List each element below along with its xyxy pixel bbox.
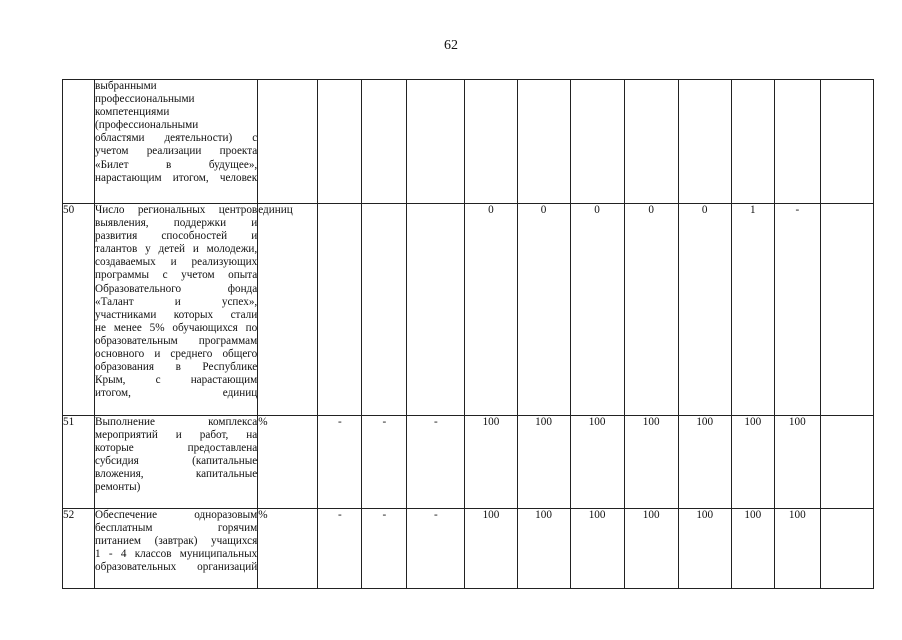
- description-line: итогом, единиц: [95, 387, 258, 400]
- indicator-description-cell: [95, 509, 258, 589]
- value-cell: 0: [678, 204, 731, 416]
- table-row: [63, 416, 874, 509]
- table-row: [63, 80, 874, 204]
- value-cell: 0: [465, 204, 517, 416]
- value-cell: -: [407, 509, 465, 589]
- value-cell: 100: [624, 416, 678, 509]
- value-cell: 100: [517, 509, 570, 589]
- description-line: компетенциями: [95, 106, 170, 119]
- unit-cell: единиц: [258, 204, 318, 416]
- description-line: мероприятий и работ, на: [95, 429, 258, 442]
- description-line: «Талант и успех»,: [95, 295, 258, 308]
- description-line: «Билет в будущее»,: [95, 158, 258, 171]
- value-cell: 100: [731, 416, 774, 509]
- value-cell: 100: [570, 416, 624, 509]
- description-line: профессиональными: [95, 93, 195, 106]
- description-line: которые предоставлена: [95, 442, 258, 455]
- description-line: талантов у детей и молодежи,: [95, 243, 258, 256]
- description-line: Выполнение комплекса: [95, 416, 258, 428]
- description-line: бесплатным горячим: [95, 522, 258, 535]
- value-cell: 100: [570, 509, 624, 589]
- description-line: 1 - 4 классов муниципальных: [95, 548, 258, 561]
- value-cell: 100: [774, 509, 820, 589]
- description-line: выявления, поддержки и: [95, 217, 258, 230]
- row-number-cell: 51: [63, 416, 95, 509]
- value-cell: [820, 509, 873, 589]
- description-line: субсидия (капитальные: [95, 455, 258, 468]
- value-cell: [731, 80, 774, 204]
- description-line: выбранными: [95, 80, 157, 92]
- value-cell: 100: [517, 416, 570, 509]
- value-cell: 100: [774, 416, 820, 509]
- value-cell: -: [318, 416, 362, 509]
- description-line: областями деятельности) с: [95, 132, 258, 145]
- value-cell: -: [362, 509, 407, 589]
- page-number: 62: [444, 38, 458, 53]
- unit-cell: [258, 80, 318, 204]
- value-cell: 0: [570, 204, 624, 416]
- value-cell: [820, 204, 873, 416]
- description-line: ремонты): [95, 481, 141, 494]
- row-number-cell: 52: [63, 509, 95, 589]
- description-line: образовательным программам: [95, 334, 258, 347]
- value-cell: [362, 80, 407, 204]
- description-line: вложения, капитальные: [95, 468, 258, 481]
- value-cell: 100: [731, 509, 774, 589]
- description-line: не менее 5% обучающихся по: [95, 321, 258, 334]
- value-cell: [820, 416, 873, 509]
- value-cell: [465, 80, 517, 204]
- value-cell: -: [362, 416, 407, 509]
- unit-cell: %: [258, 509, 318, 589]
- table-row: [63, 204, 874, 416]
- value-cell: [570, 80, 624, 204]
- value-cell: [517, 80, 570, 204]
- value-cell: 100: [465, 509, 517, 589]
- value-cell: [678, 80, 731, 204]
- indicator-description-cell: [95, 80, 258, 204]
- description-line: основного и среднего общего: [95, 348, 258, 361]
- description-line: образования в Республике: [95, 361, 258, 374]
- value-cell: -: [774, 204, 820, 416]
- value-cell: [318, 204, 362, 416]
- value-cell: 0: [624, 204, 678, 416]
- value-cell: 100: [465, 416, 517, 509]
- description-line: Крым, с нарастающим: [95, 374, 258, 387]
- description-line: создаваемых и реализующих: [95, 256, 258, 269]
- value-cell: [407, 204, 465, 416]
- value-cell: [820, 80, 873, 204]
- description-line: нарастающим итогом, человек: [95, 171, 258, 184]
- value-cell: [407, 80, 465, 204]
- value-cell: 100: [624, 509, 678, 589]
- description-line: (профессиональными: [95, 119, 199, 132]
- unit-cell: %: [258, 416, 318, 509]
- description-line: питанием (завтрак) учащихся: [95, 535, 258, 548]
- indicator-description-cell: [95, 204, 258, 416]
- value-cell: [362, 204, 407, 416]
- row-number-cell: 50: [63, 204, 95, 416]
- value-cell: -: [407, 416, 465, 509]
- value-cell: 100: [678, 509, 731, 589]
- indicators-table: [62, 79, 874, 589]
- description-line: учетом реализации проекта: [95, 145, 258, 158]
- value-cell: [774, 80, 820, 204]
- description-line: развития способностей и: [95, 230, 258, 243]
- description-line: Образовательного фонда: [95, 282, 258, 295]
- value-cell: [624, 80, 678, 204]
- value-cell: 100: [678, 416, 731, 509]
- value-cell: 1: [731, 204, 774, 416]
- description-line: образовательных организаций: [95, 561, 258, 574]
- description-line: Число региональных центров: [95, 204, 258, 216]
- indicator-description-cell: [95, 416, 258, 509]
- value-cell: [318, 80, 362, 204]
- value-cell: 0: [517, 204, 570, 416]
- description-line: программы с учетом опыта: [95, 269, 258, 282]
- description-line: Обеспечение одноразовым: [95, 509, 258, 521]
- table-row: [63, 509, 874, 589]
- value-cell: -: [318, 509, 362, 589]
- row-number-cell: [63, 80, 95, 204]
- description-line: участниками которых стали: [95, 308, 258, 321]
